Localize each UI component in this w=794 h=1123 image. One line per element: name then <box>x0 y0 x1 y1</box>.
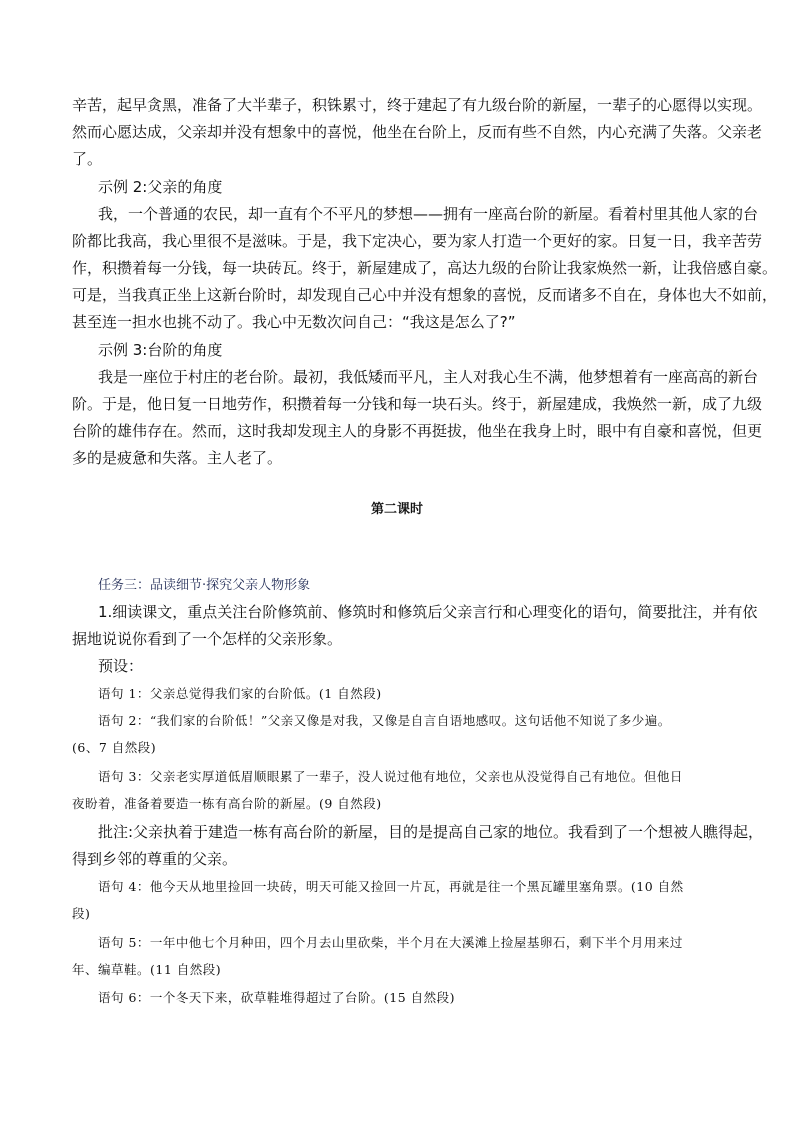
paragraph-line: 我，一个普通的农民，却一直有个不平凡的梦想——拥有一座高台阶的新屋。看着村里其他人家的台 <box>98 205 759 223</box>
paragraph-line: 甚至连一担水也挑不动了。我心中无数次问自己：“我这是怎么了?” <box>72 313 516 331</box>
sentence-2-cont: (6、7 自然段) <box>72 740 157 755</box>
paragraph-line: 然而心愿达成，父亲却并没有想象中的喜悦，他坐在台阶上，反而有些不自然，内心充满了失落。父亲老 <box>72 123 763 141</box>
sentence-1: 语句 1：父亲总觉得我们家的台阶低。(1 自然段) <box>98 686 382 701</box>
paragraph-line: 阶。于是，他日复一日地劳作，积攒着每一分钱和每一块石头。终于，新屋建成，我焕然一新，成了九级 <box>72 395 763 413</box>
sentence-5: 语句 5：一年中他七个月种田，四个月去山里砍柴，半个月在大溪滩上捡屋基卵石，剩下半个月用来过 <box>98 935 683 950</box>
preset-label: 预设： <box>98 657 144 675</box>
sentence-3-cont: 夜盼着，准备着要造一栋有高台阶的新屋。(9 自然段) <box>72 796 382 811</box>
sentence-3: 语句 3：父亲老实厚道低眉顺眼累了一辈子，没人说过他有地位，父亲也从没觉得自己有地位。但他日 <box>98 769 683 784</box>
lesson-title: 第二课时 <box>370 502 423 517</box>
paragraph-line: 阶都比我高，我心里很不是滋味。于是，我下定决心，要为家人打造一个更好的家。日复一日，我辛苦劳 <box>72 232 763 250</box>
paragraph-line: 台阶的雄伟存在。然而，这时我却发现主人的身影不再挺拔，他坐在我身上时，眼中有自豪和喜悦，但更 <box>72 422 763 440</box>
question-line: 1.细读课文，重点关注台阶修筑前、修筑时和修筑后父亲言行和心理变化的语句，简要批注，并有依 <box>98 603 758 621</box>
sentence-4: 语句 4：他今天从地里捡回一块砖，明天可能又捡回一片瓦，再就是往一个黑瓦罐里塞角票。(10 自然 <box>98 879 684 894</box>
example-3-title: 示例 3:台阶的角度 <box>98 341 223 359</box>
sentence-6: 语句 6：一个冬天下来，砍草鞋堆得超过了台阶。(15 自然段) <box>98 990 456 1005</box>
sentence-5-cont: 年、编草鞋。(11 自然段) <box>72 962 222 977</box>
paragraph-line: 可是，当我真正坐上这新台阶时，却发现自己心中并没有想象的喜悦，反而诸多不自在，身体也大不如前， <box>72 286 778 304</box>
paragraph-line: 我是一座位于村庄的老台阶。最初，我低矮而平凡，主人对我心生不满，他梦想着有一座高高的新台 <box>98 368 759 386</box>
example-2-title: 示例 2:父亲的角度 <box>98 178 223 196</box>
question-line: 据地说说你看到了一个怎样的父亲形象。 <box>72 630 343 648</box>
sentence-4-cont: 段) <box>72 906 91 921</box>
task-title: 任务三：品读细节·探究父亲人物形象 <box>98 578 311 593</box>
annotation-cont: 得到乡邻的尊重的父亲。 <box>72 850 238 868</box>
paragraph-line: 多的是疲惫和失落。主人老了。 <box>72 449 283 467</box>
sentence-2: 语句 2：“我们家的台阶低！”父亲又像是对我，又像是自言自语地感叹。这句话他不知说了多少遍。 <box>98 713 671 728</box>
paragraph-line: 作，积攒着每一分钱，每一块砖瓦。终于，新屋建成了，高达九级的台阶让我家焕然一新，让我倍感自豪。 <box>72 259 778 277</box>
paragraph-line: 辛苦，起早贪黑，准备了大半辈子，积铢累寸，终于建起了有九级台阶的新屋，一辈子的心愿得以实现。 <box>72 96 763 114</box>
paragraph-line: 了。 <box>72 150 103 168</box>
annotation: 批注:父亲执着于建造一栋有高台阶的新屋，目的是提高自己家的地位。我看到了一个想被人瞧得起， <box>98 823 764 841</box>
